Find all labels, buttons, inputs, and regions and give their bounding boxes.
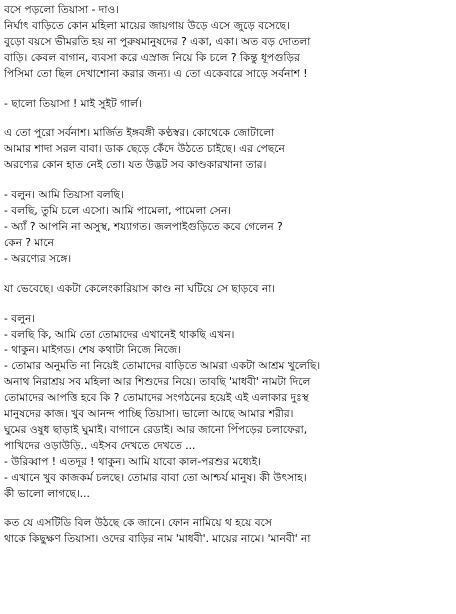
text-line: বাড়ি। কেবল বাগান, ব্যবসা করে এস্রাজ নিয়ে কি চলে ? কিন্তু ধূপগুড়ির	[4, 51, 300, 64]
text-line: কত যে এসটিডি বিল উঠছে কে জানে। ফোন নামিয়ে থ হয়ে বসে	[4, 517, 272, 530]
text-line: তোমাদের আপত্তি হবে কি ? তোমাদের সংগঠনের হয়েই এই এলাকার দুঃস্থ	[4, 392, 309, 405]
paragraph-thought	[4, 282, 450, 298]
text-line: থাকে কিছুক্ষণ তিয়াসা। ওদের বাড়ির নাম 'মাধবী'. মায়ের নামে। 'মানবী' না	[4, 533, 311, 546]
paragraph-closing	[4, 516, 450, 548]
text-line: কেন ? মানে	[4, 236, 54, 249]
text-line: পাখিদের ওড়াউড়ি.. এইসব দেখতে দেখতে ...	[4, 439, 196, 452]
text-line: - বলছি কি, আমি তো তোমাদের এখানেই থাকছি এখন।	[4, 328, 235, 341]
text-line: অনাথ নিরাশ্রয় সব মহিলা আর শিশুদের নিয়ে। তাবছি 'মাধবী' নামটা দিলে	[4, 376, 311, 389]
paragraph-gap	[4, 112, 450, 126]
text-line: যা ভেবেছে। একটা কেলেংকারিয়াস কাণ্ড না ঘটিয়ে সে ছাড়বে না।	[4, 282, 276, 295]
paragraph-gap	[4, 174, 450, 188]
paragraph-dialogue-2	[4, 312, 450, 503]
paragraph-reaction	[4, 126, 450, 174]
text-line: ঘুমের ওষুধ ছাড়াই ঘুমাই। বাগানে রেডাই। আর জানো পিঁপড়ের চলাফেরা,	[4, 423, 308, 436]
text-line: - উরিব্বাপ ! এতদূর ! থাকুন। আমি যাবো কাল-পরশুর মধ্যেই।	[4, 455, 261, 468]
text-line: মানুষদের কাজ। খুব আনন্দ পাচ্ছি তিয়াসা। ভালো আছে আমার শরীর।	[4, 408, 294, 421]
text-line: - বলুন। আমি তিয়াসা বলছি।	[4, 189, 124, 202]
text-line: - ছালো তিয়াসা ! মাই সুইট গার্ল।	[4, 97, 142, 110]
text-line: বসে পড়লো তিয়াসা - দাও।	[4, 4, 120, 16]
text-line: আমার শাদা সরল বাবা। ডাক ছেড়ে কেঁদে উঠতে চাইছে। এর পেছনে	[4, 143, 285, 156]
text-line: - অ্যাঁ ? আপনি না অসুস্থ, শয্যাগত। জলপাইগুড়িতে কবে গেলেন ?	[4, 220, 283, 233]
text-line: কী ভালো লাগছে।...	[4, 487, 90, 500]
paragraph-greeting	[4, 97, 450, 113]
paragraph-gap	[4, 83, 450, 97]
text-line: - তোমার অনুমতি না নিয়েই তোমাদের বাড়িতে আমরা একটা আশ্রম খুলেছি।	[4, 360, 321, 373]
text-line: - বলছি, তুমি চলে এসো। আমি পামেলা, পামেলা সেন।	[4, 205, 232, 218]
paragraph-dialogue-1	[4, 188, 450, 268]
text-line: বুড়ো বয়সে ভীমরতি হয় না পুরুষমানুষদের ? একা, একা। অত বড় দোতলা	[4, 35, 311, 48]
text-line: পিসিমা তো ছিল দেখাশোনা করার জন্য। এ তো একেবারে সাড়ে সর্বনাশ !	[4, 67, 308, 80]
text-line: - অরণ্যের সঙ্গে।	[4, 252, 72, 265]
text-line: এ তো পুরো সর্বনাশ। মার্জিত ইঙ্গবঙ্গী কণ্ঠস্বর। কোথেকে জোটালো	[4, 127, 275, 140]
text-line: - থাকুন। মাইগড। শেষ কথাটা নিজে নিজে।	[4, 344, 182, 357]
paragraph-opening	[4, 3, 450, 83]
paragraph-gap	[4, 502, 450, 516]
text-line: নির্ঘাৎ বাড়িতে কোন মহিলা মায়ের জায়গায় উড়ে এসে জুড়ে বসেছে।	[4, 19, 290, 32]
text-line: অরণ্যের কোন হাত নেই তো। যত উদ্ভট সব কাণ্ডকারখানা তার।	[4, 159, 267, 172]
paragraph-gap	[4, 298, 450, 312]
text-line: - এখানে খুব কাজকর্ম চলছে। তোমার বাবা তো আশ্চর্য মানুষ। কী উৎসাহ।	[4, 471, 307, 484]
paragraph-gap	[4, 268, 450, 282]
text-line: - বলুন।	[4, 312, 36, 325]
